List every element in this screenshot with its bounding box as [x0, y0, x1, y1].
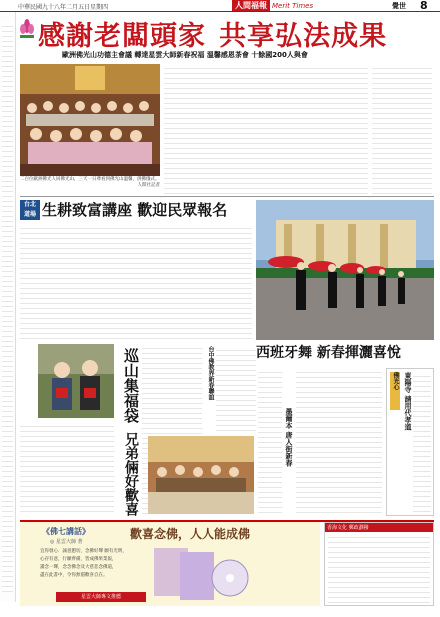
kids-headline-a: 巡山集福袋	[122, 348, 140, 423]
masthead-bar	[0, 0, 440, 12]
column-headline: 東陽寺 請用代孝道	[404, 372, 413, 431]
ad-form-lines	[328, 533, 430, 603]
ad-slogan: 歡喜念佛，人人能成佛	[130, 527, 251, 541]
story-tag	[20, 200, 40, 220]
issue-date: 中華民國九十八年二月五日星期四	[18, 4, 109, 11]
margin-text	[2, 22, 13, 592]
center-body	[258, 368, 282, 514]
paper-name: 人間福報	[232, 0, 270, 11]
dance-photo	[256, 200, 434, 340]
lead-photo-caption	[20, 177, 160, 193]
story-headline: 生耕致富講座 歡迎民眾報名	[42, 201, 228, 219]
lotus-logo	[18, 16, 36, 46]
tag-line-a: 台北	[23, 201, 36, 208]
ad-banner	[20, 522, 320, 606]
lead-story-continuation	[372, 64, 432, 194]
lead-headline	[38, 14, 428, 52]
caption-credit: 人間社記者	[137, 183, 160, 188]
ad-order-form	[324, 522, 434, 606]
caption-text: 二百位歐洲佛光人回佛光山，三天一日尊看到佛光山溫馨，供佛儀式。	[20, 177, 160, 182]
kids-photo	[38, 344, 114, 418]
dance-headline: 西班牙舞 新春揮灑喜悅	[256, 345, 401, 361]
ad-form-title: 香海文化 郵政劃撥	[325, 523, 433, 532]
column-body	[413, 372, 431, 512]
melbourne-body	[296, 368, 382, 514]
ad-book-covers	[150, 544, 260, 602]
headline-part-a: 感謝老闆頭家	[38, 21, 206, 52]
page-number: 8	[420, 0, 428, 12]
ad-line-1: 宜你發心．誠意懇切，念佛好聲 願有光明，	[40, 549, 127, 554]
column-box	[386, 368, 434, 516]
ad-publisher-bar: 星雲大師專文推薦	[56, 592, 146, 602]
ad-line-3: 讀念一聲，念念佛念及大慈悲念佛道，	[40, 565, 117, 570]
tag-line-b: 道場	[23, 211, 36, 218]
headline-part-b: 共享弘法成果	[219, 21, 388, 52]
gathering-photo	[148, 436, 254, 514]
melbourne-headline: 墨爾本 唐人街新春	[285, 408, 294, 467]
kids-story-body	[20, 422, 114, 516]
taichung-headline: 台中佛教界新春聯誼	[207, 346, 214, 400]
ad-line-2: 心存有意，行願齊備，皆成佛果業報，	[40, 557, 117, 562]
lead-subheadline: 歐洲佛光山功德主會議 轉達星雲大師新春祝福 溫馨感恩茶會 十餘國200人與會	[62, 51, 308, 59]
section-divider	[20, 196, 434, 197]
story-body	[20, 224, 252, 339]
ad-line-4: 盡在此書中，令你無窮歡喜自在。	[40, 573, 108, 578]
section-name: 覺世	[392, 2, 406, 10]
left-margin-column	[0, 12, 16, 602]
lead-photo-group	[20, 64, 160, 176]
kids-headline-b: 兄弟倆好歡喜	[123, 432, 139, 516]
lead-story-body	[164, 64, 368, 194]
book-advertisement	[20, 520, 434, 606]
column-label: 佛光心	[390, 372, 400, 410]
ad-author: ◎ 星雲大師 著	[50, 539, 83, 545]
paper-name-en: Merit Times	[272, 2, 314, 10]
ad-book-title: 《佛七講話》	[42, 527, 90, 536]
ad-blurb	[40, 548, 140, 580]
taichung-body	[216, 346, 256, 432]
